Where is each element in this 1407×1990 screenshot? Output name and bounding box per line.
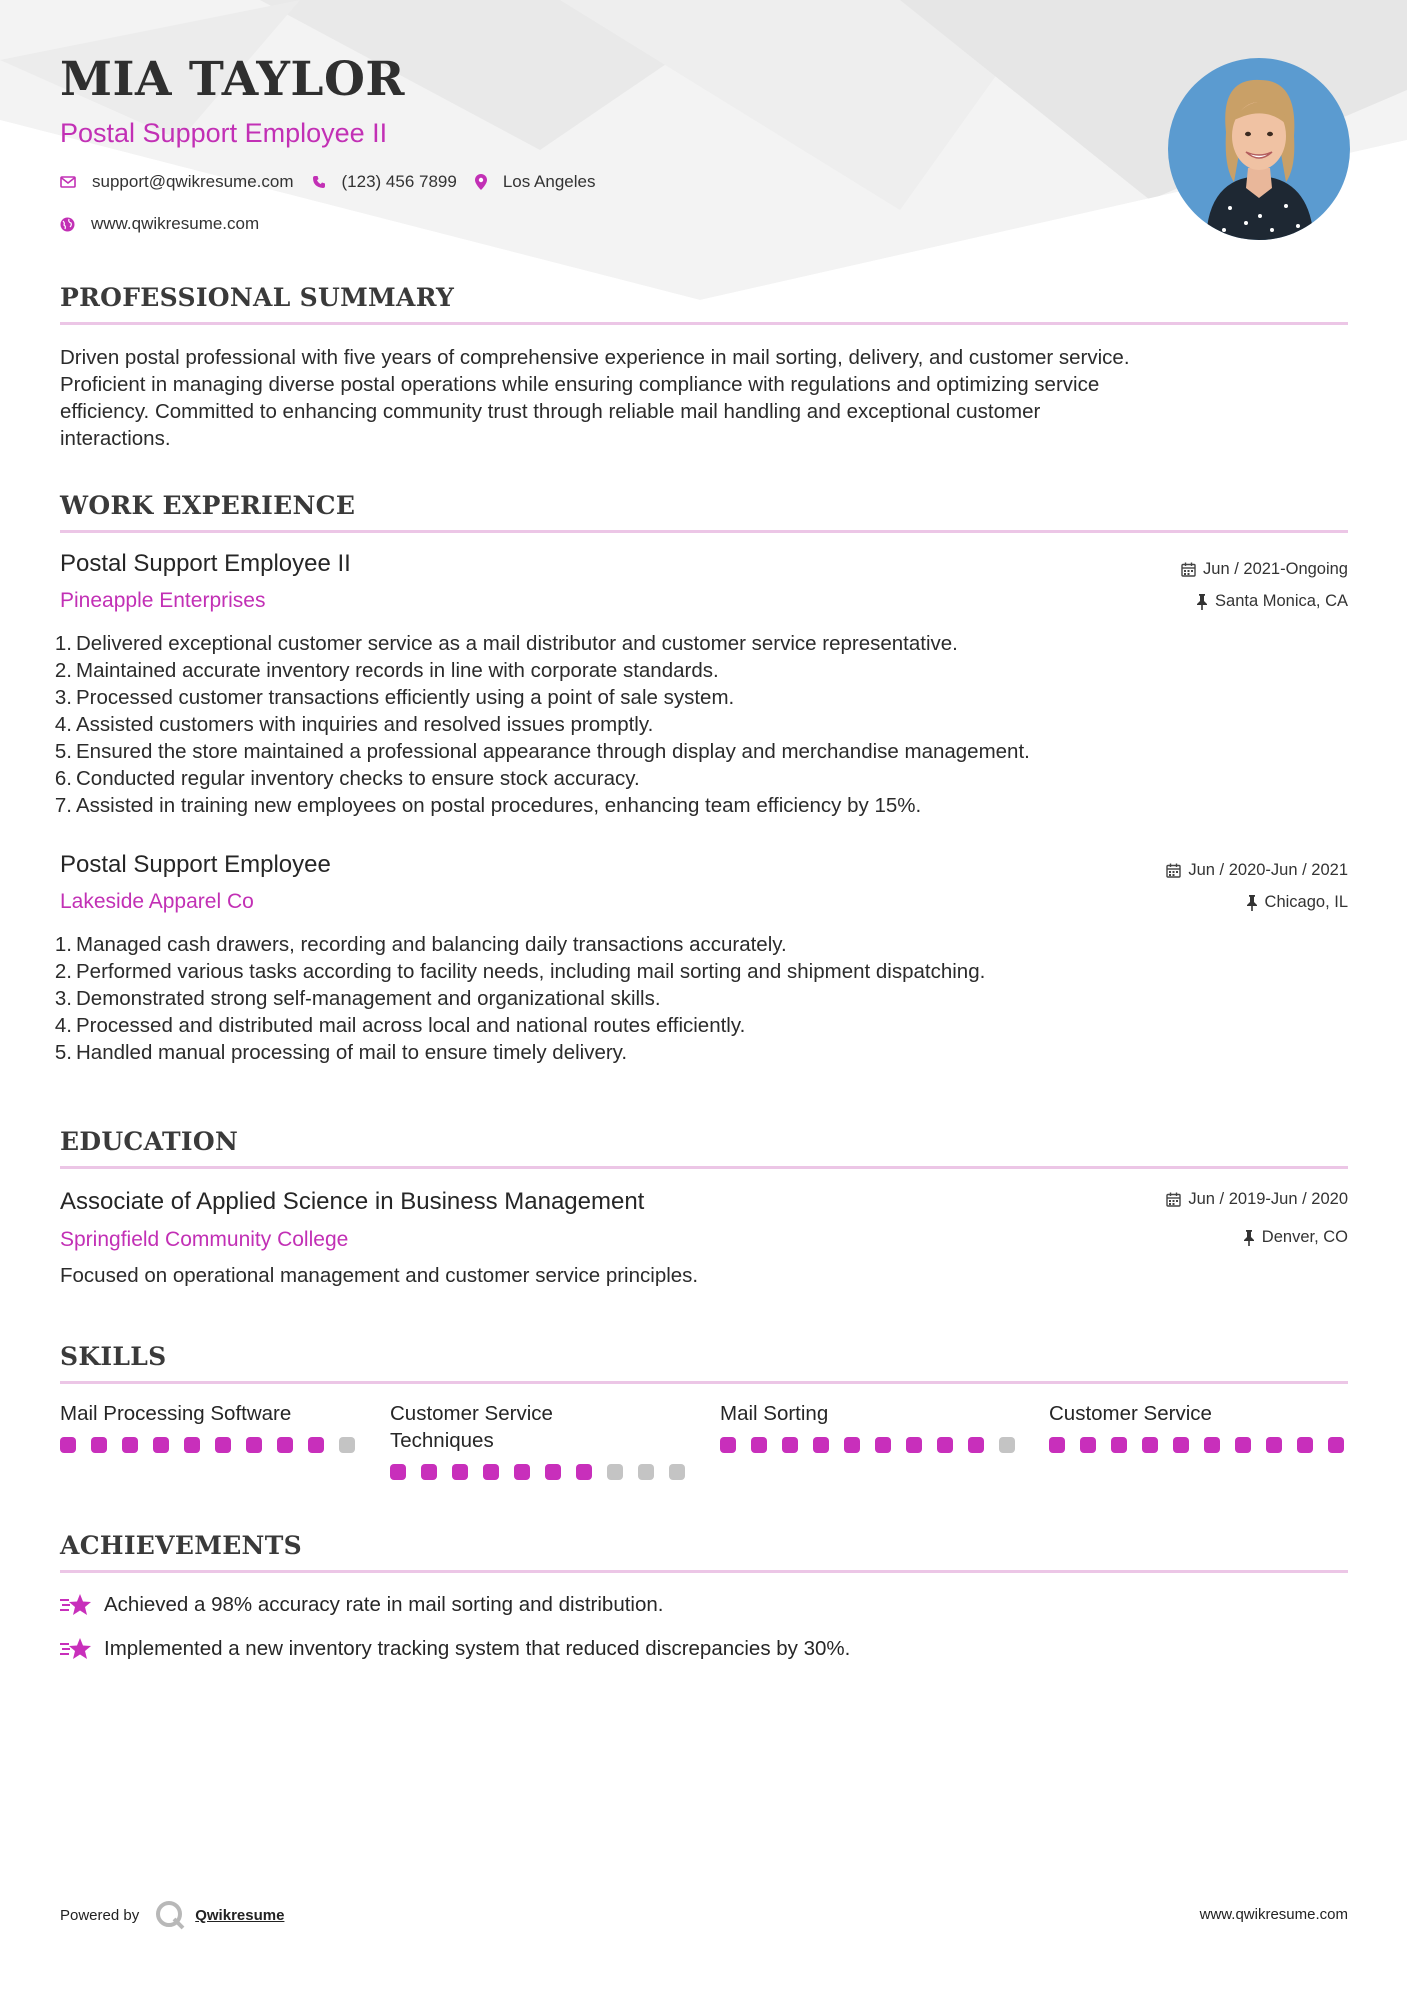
- qwikresume-link[interactable]: Qwikresume: [195, 1906, 285, 1924]
- company-name: Pineapple Enterprises: [60, 589, 266, 612]
- summary-line: efficiency. Committed to enhancing community trust through reliable mail handling and exceptional customer: [60, 400, 1041, 423]
- list-item: 4. Processed and distributed mail across local and national routes efficiently.: [54, 1014, 746, 1037]
- website-item[interactable]: [60, 214, 259, 234]
- achievements-heading: ACHIEVEMENTS: [60, 1531, 302, 1560]
- email-item[interactable]: [60, 172, 294, 192]
- shooting-star-icon: [60, 1592, 92, 1618]
- skill-name-line: Mail Processing Software: [60, 1402, 292, 1425]
- email-text: support@qwikresume.com: [92, 172, 294, 191]
- rating-dot-empty: [999, 1437, 1015, 1453]
- job-dates: [1181, 560, 1348, 579]
- list-item: 3. Processed customer transactions efficiently using a point of sale system.: [54, 686, 735, 709]
- job-bullets: [54, 931, 986, 1066]
- powered-by-label: Powered by: [60, 1906, 140, 1924]
- pushpin-icon: [1196, 594, 1208, 610]
- list-item: 2. Maintained accurate inventory records in line with corporate standards.: [54, 659, 719, 682]
- skill-name-line: Customer Service: [1049, 1402, 1212, 1425]
- job-location-text: Santa Monica, CA: [1215, 592, 1348, 610]
- rating-dot-filled: [545, 1464, 561, 1480]
- achievement-item: [60, 1636, 850, 1662]
- job-title: Postal Support Employee: [60, 851, 331, 878]
- rating-dot-empty: [339, 1437, 355, 1453]
- skill-rating: [1049, 1437, 1349, 1453]
- rating-dot-filled: [246, 1437, 262, 1453]
- rating-dot-filled: [906, 1437, 922, 1453]
- job-location: [1246, 893, 1348, 912]
- rating-dot-filled: [215, 1437, 231, 1453]
- education-dates: [1166, 1190, 1348, 1209]
- phone-text: (123) 456 7899: [341, 172, 457, 191]
- rating-dot-filled: [1266, 1437, 1282, 1453]
- bullet-text: Processed and distributed mail across local and national routes efficiently.: [76, 1014, 746, 1037]
- skill-name: [390, 1400, 690, 1454]
- rating-dot-empty: [638, 1464, 654, 1480]
- qwikresume-logo-icon: [153, 1898, 187, 1932]
- pushpin-icon: [1246, 895, 1258, 911]
- rating-dot-filled: [968, 1437, 984, 1453]
- candidate-name: MIA TAYLOR: [60, 52, 405, 107]
- summary-text: [60, 344, 1348, 452]
- contact-row: [60, 172, 613, 192]
- bullet-text: Conducted regular inventory checks to ensure stock accuracy.: [76, 767, 640, 790]
- skill-item: [720, 1400, 1020, 1453]
- phone-item[interactable]: [312, 172, 457, 192]
- rating-dot-filled: [483, 1464, 499, 1480]
- skill-name: [1049, 1400, 1349, 1427]
- education-dates-text: Jun / 2019-Jun / 2020: [1188, 1190, 1348, 1208]
- bullet-text: Handled manual processing of mail to ensure timely delivery.: [76, 1041, 628, 1064]
- skills-heading: SKILLS: [60, 1342, 167, 1371]
- achievement-text: Achieved a 98% accuracy rate in mail sorting and distribution.: [104, 1593, 664, 1616]
- calendar-icon: [1181, 562, 1196, 577]
- bullet-text: Delivered exceptional customer service as a mail distributor and customer service representative.: [76, 632, 958, 655]
- rating-dot-filled: [813, 1437, 829, 1453]
- job-dates-text: Jun / 2021-Ongoing: [1203, 560, 1348, 578]
- job-location-text: Chicago, IL: [1264, 893, 1348, 911]
- rating-dot-empty: [669, 1464, 685, 1480]
- section-divider: [60, 1570, 1348, 1573]
- degree-title: Associate of Applied Science in Business Management: [60, 1188, 645, 1215]
- list-item: 4. Assisted customers with inquiries and resolved issues promptly.: [54, 713, 654, 736]
- summary-line: interactions.: [60, 427, 171, 450]
- skill-item: [60, 1400, 360, 1453]
- envelope-icon: [60, 176, 76, 188]
- rating-dot-filled: [576, 1464, 592, 1480]
- summary-line: Proficient in managing diverse postal operations while ensuring compliance with regulations and optimizing service: [60, 373, 1100, 396]
- bullet-text: Ensured the store maintained a professional appearance through display and merchandise management.: [76, 740, 1030, 763]
- skill-item: [390, 1400, 690, 1480]
- location-item: [475, 172, 596, 192]
- footer-powered-by: [60, 1898, 284, 1932]
- job-dates-text: Jun / 2020-Jun / 2021: [1188, 861, 1348, 879]
- rating-dot-filled: [1111, 1437, 1127, 1453]
- list-item: 1. Managed cash drawers, recording and balancing daily transactions accurately.: [54, 933, 787, 956]
- skill-name-line: Mail Sorting: [720, 1402, 829, 1425]
- skill-name-line: Customer Service: [390, 1402, 553, 1425]
- achievement-text: Implemented a new inventory tracking system that reduced discrepancies by 30%.: [104, 1637, 851, 1660]
- website-text: www.qwikresume.com: [91, 214, 260, 233]
- bullet-text: Demonstrated strong self-management and organizational skills.: [76, 987, 661, 1010]
- bullet-text: Assisted customers with inquiries and resolved issues promptly.: [76, 713, 654, 736]
- globe-icon: [60, 217, 75, 232]
- section-divider: [60, 1166, 1348, 1169]
- candidate-role: Postal Support Employee II: [60, 118, 388, 148]
- rating-dot-filled: [1204, 1437, 1220, 1453]
- rating-dot-filled: [937, 1437, 953, 1453]
- skill-name: [60, 1400, 360, 1427]
- list-item: 6. Conducted regular inventory checks to ensure stock accuracy.: [54, 767, 640, 790]
- bullet-text: Assisted in training new employees on postal procedures, enhancing team efficiency by 15%.: [76, 794, 922, 817]
- school-name: Springfield Community College: [60, 1228, 349, 1251]
- section-divider: [60, 322, 1348, 325]
- achievement-item: [60, 1592, 664, 1618]
- rating-dot-filled: [751, 1437, 767, 1453]
- location-text: Los Angeles: [502, 172, 596, 191]
- rating-dot-filled: [91, 1437, 107, 1453]
- website-row: [60, 214, 277, 234]
- rating-dot-filled: [277, 1437, 293, 1453]
- education-description: Focused on operational management and customer service principles.: [60, 1264, 699, 1287]
- rating-dot-filled: [720, 1437, 736, 1453]
- list-item: 5. Ensured the store maintained a professional appearance through display and merchandise management.: [54, 740, 1030, 763]
- skill-name-line: Techniques: [390, 1429, 494, 1452]
- bullet-text: Managed cash drawers, recording and balancing daily transactions accurately.: [76, 933, 787, 956]
- list-item: 3. Demonstrated strong self-management and organizational skills.: [54, 987, 661, 1010]
- summary-line: Driven postal professional with five years of comprehensive experience in mail sorting, delivery, and customer service.: [60, 346, 1130, 369]
- rating-dot-filled: [184, 1437, 200, 1453]
- company-name: Lakeside Apparel Co: [60, 890, 254, 913]
- skill-name: [720, 1400, 1020, 1427]
- education-heading: EDUCATION: [60, 1127, 239, 1156]
- rating-dot-filled: [514, 1464, 530, 1480]
- skill-item: [1049, 1400, 1349, 1453]
- rating-dot-filled: [1080, 1437, 1096, 1453]
- rating-dot-filled: [60, 1437, 76, 1453]
- job-title: Postal Support Employee II: [60, 550, 351, 577]
- job-dates: [1166, 861, 1348, 880]
- calendar-icon: [1166, 1192, 1181, 1207]
- bullet-text: Performed various tasks according to facility needs, including mail sorting and shipment dispatching.: [76, 960, 986, 983]
- rating-dot-filled: [421, 1464, 437, 1480]
- rating-dot-filled: [1328, 1437, 1344, 1453]
- rating-dot-filled: [1297, 1437, 1313, 1453]
- rating-dot-empty: [607, 1464, 623, 1480]
- skill-rating: [60, 1437, 360, 1453]
- resume-page: [54, 0, 1348, 1990]
- section-divider: [60, 1381, 1348, 1384]
- summary-heading: PROFESSIONAL SUMMARY: [60, 283, 455, 312]
- phone-icon: [312, 175, 326, 189]
- rating-dot-filled: [308, 1437, 324, 1453]
- skill-rating: [720, 1437, 1020, 1453]
- section-divider: [60, 530, 1348, 533]
- education-location-text: Denver, CO: [1261, 1228, 1348, 1246]
- footer-website[interactable]: www.qwikresume.com: [1199, 1906, 1348, 1923]
- list-item: 2. Performed various tasks according to facility needs, including mail sorting and shipment dispatching.: [54, 960, 986, 983]
- rating-dot-filled: [782, 1437, 798, 1453]
- rating-dot-filled: [1235, 1437, 1251, 1453]
- rating-dot-filled: [153, 1437, 169, 1453]
- list-item: 5. Handled manual processing of mail to ensure timely delivery.: [54, 1041, 628, 1064]
- job-location: [1196, 592, 1348, 611]
- bullet-text: Processed customer transactions efficiently using a point of sale system.: [76, 686, 735, 709]
- skill-rating: [390, 1464, 690, 1480]
- rating-dot-filled: [875, 1437, 891, 1453]
- rating-dot-filled: [844, 1437, 860, 1453]
- rating-dot-filled: [1142, 1437, 1158, 1453]
- job-bullets: [54, 630, 1030, 819]
- map-pin-icon: [475, 174, 487, 190]
- education-location: [1243, 1228, 1348, 1247]
- list-item: 7. Assisted in training new employees on postal procedures, enhancing team efficiency by 15%.: [54, 794, 922, 817]
- rating-dot-filled: [390, 1464, 406, 1480]
- rating-dot-filled: [1049, 1437, 1065, 1453]
- calendar-icon: [1166, 863, 1181, 878]
- shooting-star-icon: [60, 1636, 92, 1662]
- list-item: 1. Delivered exceptional customer service as a mail distributor and customer service representative.: [54, 632, 958, 655]
- bullet-text: Maintained accurate inventory records in line with corporate standards.: [76, 659, 719, 682]
- rating-dot-filled: [122, 1437, 138, 1453]
- profile-photo: [1168, 58, 1350, 240]
- rating-dot-filled: [452, 1464, 468, 1480]
- experience-heading: WORK EXPERIENCE: [60, 491, 356, 520]
- rating-dot-filled: [1173, 1437, 1189, 1453]
- pushpin-icon: [1243, 1230, 1255, 1246]
